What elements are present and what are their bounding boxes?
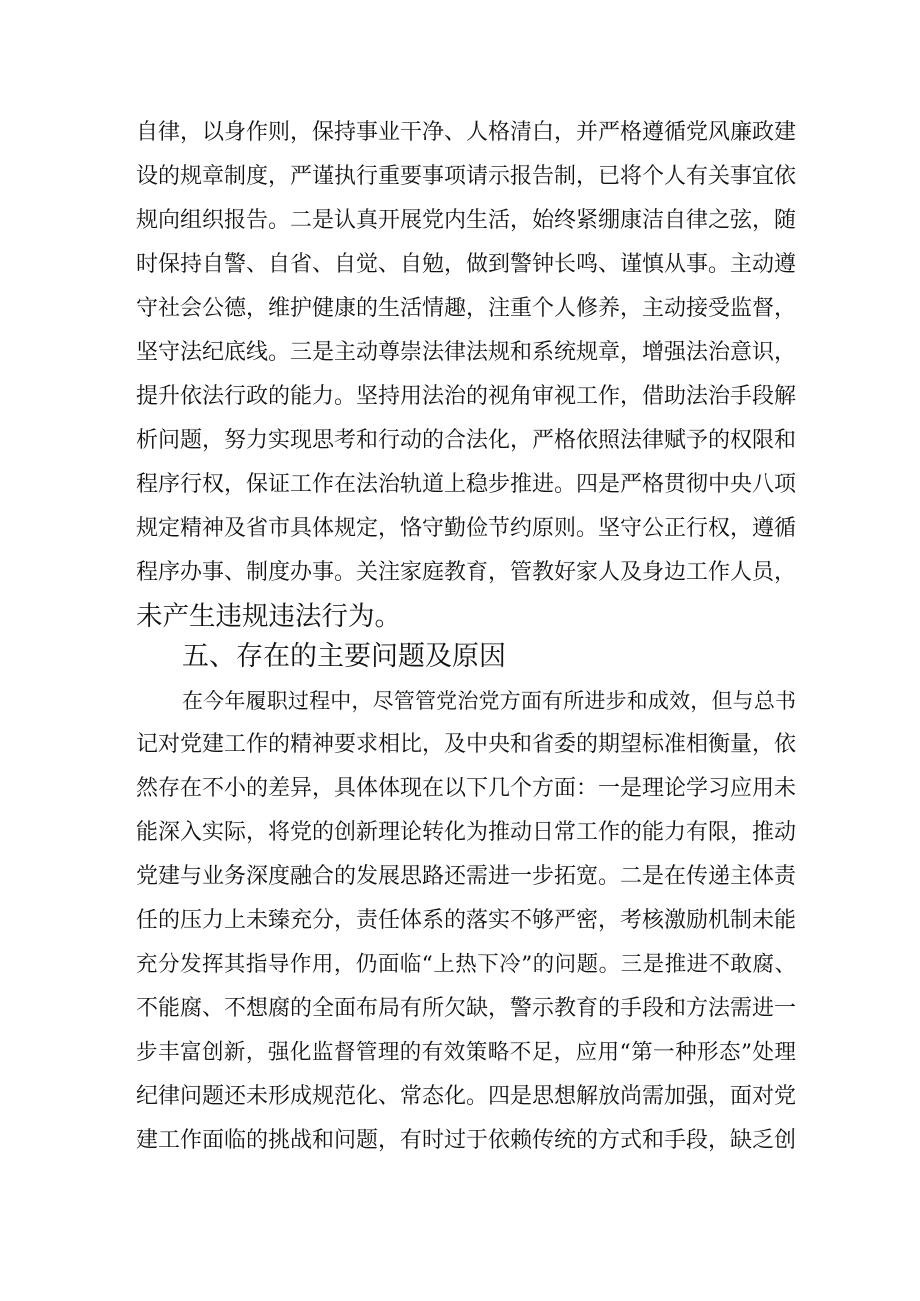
text-line: 然存在不小的差异，具体体现在以下几个方面：一是理论学习应用未	[136, 776, 797, 801]
text-line: 规向组织报告。二是认真开展党内生活，始终紧绷康洁自律之弦，随	[136, 208, 797, 233]
text-line: 党建与业务深度融合的发展思路还需进一步拓宽。二是在传递主体责	[136, 864, 797, 889]
text-line: 程序行权，保证工作在法治轨道上稳步推进。四是严格贯彻中央八项	[136, 472, 797, 497]
text-line: 任的压力上未臻充分，责任体系的落实不够严密，考核激励机制未能	[136, 908, 797, 933]
text-line: 步丰富创新，强化监督管理的有效策略不足，应用“第一种形态”处理	[136, 1040, 796, 1065]
text-line: 规定精神及省市具体规定，恪守勤俭节约原则。坚守公正行权，遵循	[136, 516, 797, 541]
text-line: 记对党建工作的精神要求相比，及中央和省委的期望标准相衡量，依	[136, 732, 797, 757]
text-line: 纪律问题还未形成规范化、常态化。四是思想解放尚需加强，面对党	[136, 1084, 797, 1109]
text-line: 析问题，努力实现思考和行动的合法化，严格依照法律赋予的权限和	[136, 428, 797, 453]
text-line: 未产生违规违法行为。	[136, 601, 401, 632]
text-line: 设的规章制度，严谨执行重要事项请示报告制，已将个人有关事宜依	[136, 164, 797, 189]
text-line: 充分发挥其指导作用，仍面临“上热下冷”的问题。三是推进不敢腐、	[136, 952, 796, 977]
text-line: 建工作面临的挑战和问题，有时过于依赖传统的方式和手段，缺乏创	[136, 1128, 797, 1153]
text-line: 时保持自警、自省、自觉、自勉，做到警钟长鸣、谨慎从事。主动遵	[136, 252, 797, 277]
section-heading: 五、存在的主要问题及原因	[182, 641, 506, 672]
text-line: 守社会公德，维护健康的生活情趣，注重个人修养，主动接受监督，	[136, 296, 797, 321]
text-line: 程序办事、制度办事。关注家庭教育，管教好家人及身边工作人员，	[136, 560, 797, 585]
text-line: 坚守法纪底线。三是主动尊崇法律法规和系统规章，增强法治意识，	[136, 340, 797, 365]
text-line: 能深入实际，将党的创新理论转化为推动日常工作的能力有限，推动	[136, 820, 797, 845]
text-line: 提升依法行政的能力。坚持用法治的视角审视工作，借助法治手段解	[136, 384, 797, 409]
text-line: 自律，以身作则，保持事业干净、人格清白，并严格遵循党风廉政建	[136, 120, 797, 145]
text-line: 不能腐、不想腐的全面布局有所欠缺，警示教育的手段和方法需进一	[136, 996, 797, 1021]
text-line: 在今年履职过程中，尽管管党治党方面有所进步和成效，但与总书	[182, 689, 796, 713]
